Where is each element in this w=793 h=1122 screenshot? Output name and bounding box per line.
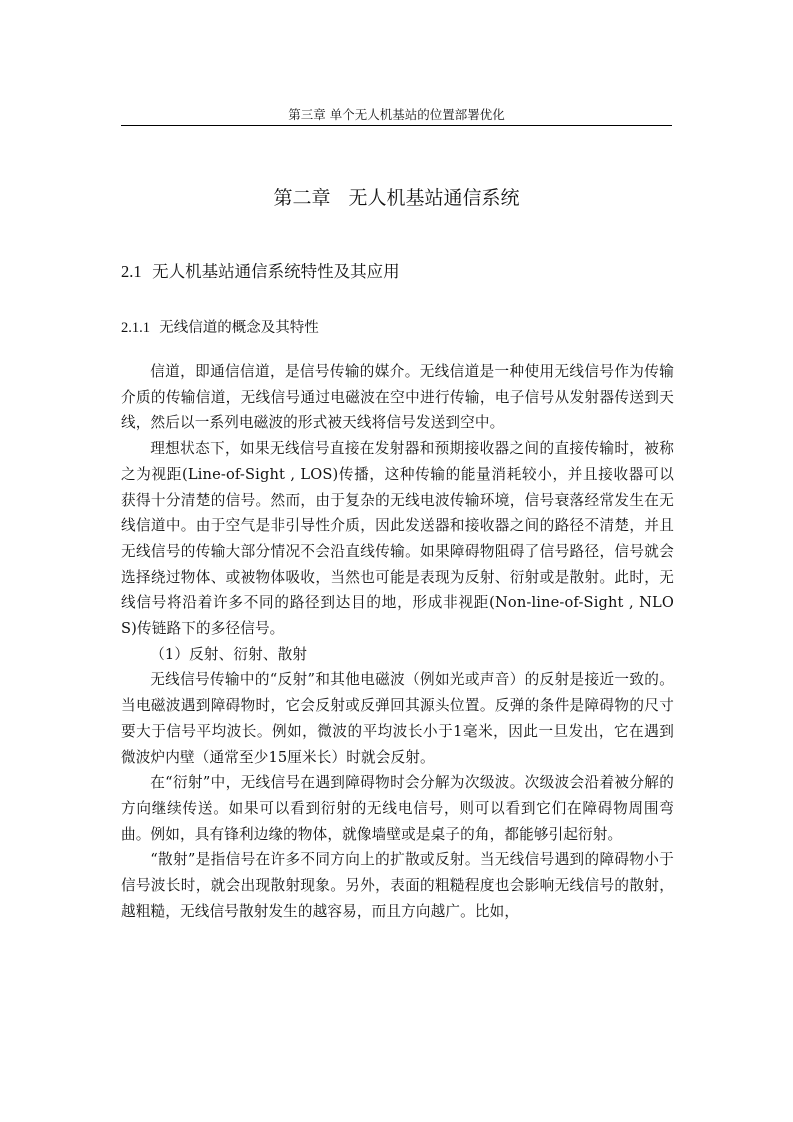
paragraph: 在“衍射”中，无线信号在遇到障碍物时会分解为次级波。次级波会沿着被分解的方向继续传送。如果可以看到衍射的无线电信号，则可以看到它们在障碍物周围弯曲。例如，具有锋利边缘的物体，就像墙壁或是桌子的角，都能够引起衍射。 (121, 774, 674, 843)
body-text (121, 359, 674, 924)
chapter-title (121, 186, 672, 210)
section-number: 2.1 (121, 262, 142, 281)
section-heading (121, 261, 400, 283)
section-title: 无人机基站通信系统特性及其应用 (152, 262, 400, 281)
list-item-heading: （1）反射、衍射、散射 (150, 645, 308, 663)
chapter-number: 第二章 (273, 187, 331, 209)
header-rule (121, 125, 672, 126)
chapter-name: 无人机基站通信系统 (348, 187, 520, 209)
paragraph: 无线信号传输中的“反射”和其他电磁波（例如光或声音）的反射是接近一致的。当电磁波遇到障碍物时，它会反射或反弹回其源头位置。反弹的条件是障碍物的尺寸要大于信号平均波长。例如，微波的平均波长小于1毫米，因此一旦发出，它在遇到微波炉内壁（通常至少15厘米长）时就会反射。 (121, 671, 674, 766)
subsection-heading (121, 318, 319, 338)
paragraph: “散射”是指信号在许多不同方向上的扩散或反射。当无线信号遇到的障碍物小于信号波长时，就会出现散射现象。另外，表面的粗糙程度也会影响无线信号的散射，越粗糙，无线信号散射发生的越容易，而且方向越广。比如， (121, 851, 674, 920)
paragraph: 信道，即通信信道，是信号传输的媒介。无线信道是一种使用无线信号作为传输介质的传输信道，无线信号通过电磁波在空中进行传输，电子信号从发射器传送到天线，然后以一系列电磁波的形式被天线将信号发送到空中。 (121, 363, 674, 432)
running-header: 第三章 单个无人机基站的位置部署优化 (288, 107, 505, 122)
subsection-number: 2.1.1 (121, 320, 150, 336)
subsection-title: 无线信道的概念及其特性 (159, 320, 319, 336)
paragraph: 理想状态下，如果无线信号直接在发射器和预期接收器之间的直接传输时，被称之为视距(Line-of-Sight , LOS)传播，这种传输的能量消耗较小，并且接收器可以获得十分清楚的信号。然而，由于复杂的无线电波传输环境，信号衰落经常发生在无线信道中。由于空气是非引导性介质，因此发送器和接收器之间的路径不清楚，并且无线信号的传输大部分情况不会沿直线传输。如果障碍物阻碍了信号路径，信号就会选择绕过物体、或被物体吸收，当然也可能是表现为反射、衍射或是散射。此时，无线信号将沿着许多不同的路径到达目的地，形成非视距(Non-line-of-Sight , NLOS)传链路下的多径信号。 (121, 440, 674, 638)
